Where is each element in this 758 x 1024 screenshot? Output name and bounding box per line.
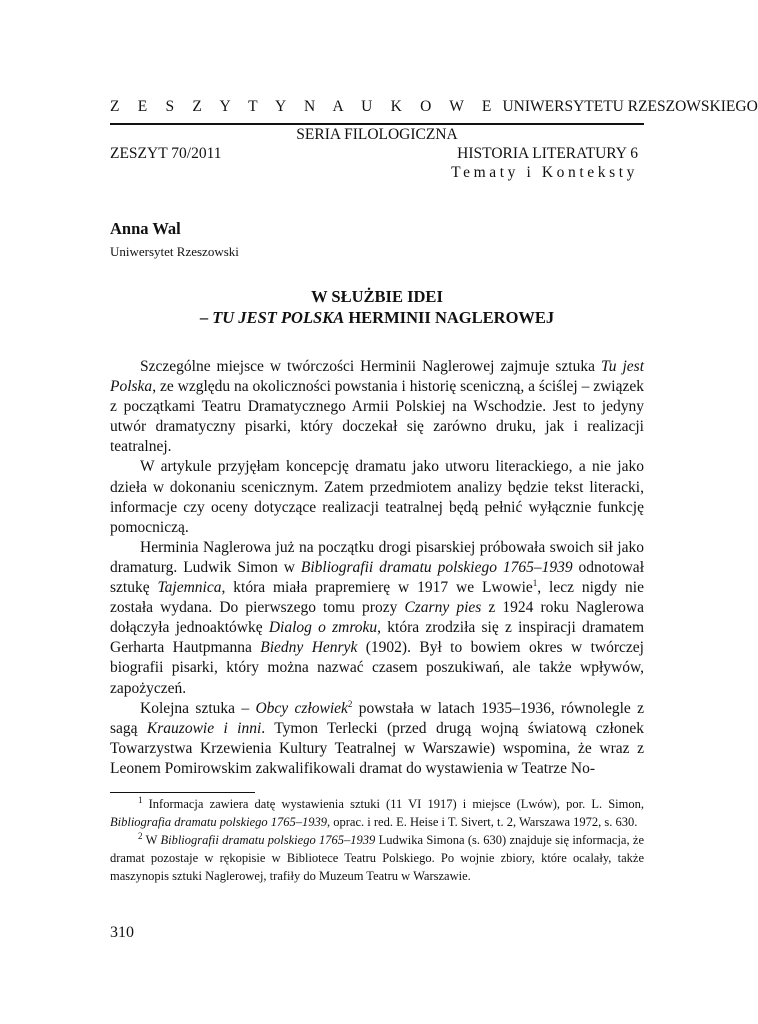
journal-series-spaced: Z E S Z Y T Y N A U K O W E [110, 98, 499, 115]
volume-subtitle: Tematy i Konteksty [451, 164, 638, 181]
italic-run: Dialog o zmroku [268, 619, 378, 637]
paragraph-1 [110, 357, 644, 457]
journal-university: UNIWERSYTETU RZESZOWSKIEGO [502, 98, 758, 115]
paragraph-3 [110, 538, 644, 699]
text-run: (1902). Był to bowiem okres w twórczej biografii pisarki, który można nazwać czasem poszukiwań, ale także wpływów, zapożyczeń. [110, 639, 644, 697]
footnotes [110, 795, 644, 885]
text-run: Szczególne miejsce w twórczości Herminii Naglerowej zajmuje sztuka [140, 358, 601, 375]
text-run: Kolejna sztuka – [140, 699, 256, 717]
article-body [110, 357, 644, 779]
title-dash: – [199, 308, 213, 327]
text-run: Herminia Naglerowa już na początku drogi pisarskiej próbowała swoich sił jako dramaturg. Ludwik Simon w [110, 538, 644, 576]
article-title [110, 286, 644, 328]
italic-run: Tu jest Polska [110, 358, 644, 396]
text-run: Informacja zawiera datę wystawienia sztuki (11 VI 1917) i miejsce (Lwów), por. L. Simon, [142, 797, 644, 811]
text-run: , oprac. i red. E. Heise i T. Sivert, t. 2, Warszawa 1972, s. 630. [327, 815, 638, 829]
footnote-rule [110, 792, 255, 793]
footnote-marker: 2 [138, 830, 143, 841]
title-line-2 [110, 307, 644, 328]
text-run: Ludwika Simona (s. 630) znajduje się informacja, że dramat pozostaje w rękopisie w Bibliotece Teatru Polskiego. Po wojnie zbiory, które ocalały, także maszynopis sztuki Naglerowej, trafiły do Muzeum Teatru w Warszawie. [110, 833, 645, 883]
text-run: powstała w latach 1935–1936, równolegle z sagą [110, 699, 644, 737]
italic-run: Bibliografia dramatu polskiego 1765–1939 [110, 815, 328, 829]
issue-number: ZESZYT 70/2011 [110, 145, 222, 162]
text-run: , która zrodziła się z inspiracji dramatem Gerharta Hautpmanna [110, 619, 644, 657]
footnote-2 [110, 831, 644, 885]
text-run: W [142, 833, 161, 847]
text-run: odnotował sztukę [110, 558, 644, 597]
italic-run: Krauzowie i inni [146, 719, 262, 737]
volume-title: HISTORIA LITERATURY 6 [457, 145, 638, 162]
series-name: SERIA FILOLOGICZNA [296, 126, 458, 143]
title-line-1: W SŁUŻBIE IDEI [311, 287, 443, 306]
paragraph-4 [110, 699, 644, 779]
text-run: . Tymon Terlecki (przed drugą wojną światową członek Towarzystwa Krzewienia Kultury Teatralnej w Warszawie) wspomina, że wraz z Leonem Pomirowskim zakwalifikowali dramat do wystawienia w Teatrze No- [110, 719, 644, 777]
text-run: z 1924 roku Naglerowa dołączyła jednoaktówkę [110, 599, 645, 637]
author-name: Anna Wal [110, 219, 181, 238]
paragraph-2: W artykule przyjęłam koncepcję dramatu jako utworu literackiego, a nie jako dzieła w dokonaniu scenicznym. Zatem przedmiotem analizy będzie tekst literacki, informacje czy oceny dotyczące realizacji teatralnej będą pełnić wyłącznie funkcję pomocniczą. [110, 458, 644, 536]
header-rule [110, 123, 644, 125]
footnote-ref-1[interactable]: 1 [532, 577, 538, 588]
journal-header [110, 98, 758, 116]
author-affiliation: Uniwersytet Rzeszowski [110, 244, 239, 259]
italic-run: Bibliografii dramatu polskiego 1765–1939 [300, 558, 573, 576]
footnote-marker: 1 [138, 794, 143, 805]
title-rest: HERMINII NAGLEROWEJ [344, 308, 555, 327]
italic-run: Obcy człowiek [255, 699, 348, 717]
footnote-1 [110, 795, 644, 831]
italic-run: Tajemnica [157, 579, 222, 597]
footnote-ref-2[interactable]: 2 [347, 698, 353, 709]
italic-run: Bibliografii dramatu polskiego 1765–1939 [160, 833, 376, 847]
page-number: 310 [110, 924, 134, 941]
italic-run: Czarny pies [404, 599, 482, 617]
text-run: , która miała prapremierę w 1917 we Lwowie [221, 579, 533, 597]
text-run: , lecz nigdy nie została wydana. Do pierwszego tomu prozy [110, 579, 644, 617]
title-italic: TU JEST POLSKA [212, 308, 345, 327]
italic-run: Biedny Henryk [260, 639, 358, 657]
text-run: , ze względu na okoliczności powstania i historię sceniczną, a ściślej – związek z początkami Teatru Dramatycznego Armii Polskiej na Wschodzie. Jest to jedyny utwór dramatyczny pisarki, który doczekał się zarówno druku, jak i realizacji teatralnej. [110, 378, 644, 456]
